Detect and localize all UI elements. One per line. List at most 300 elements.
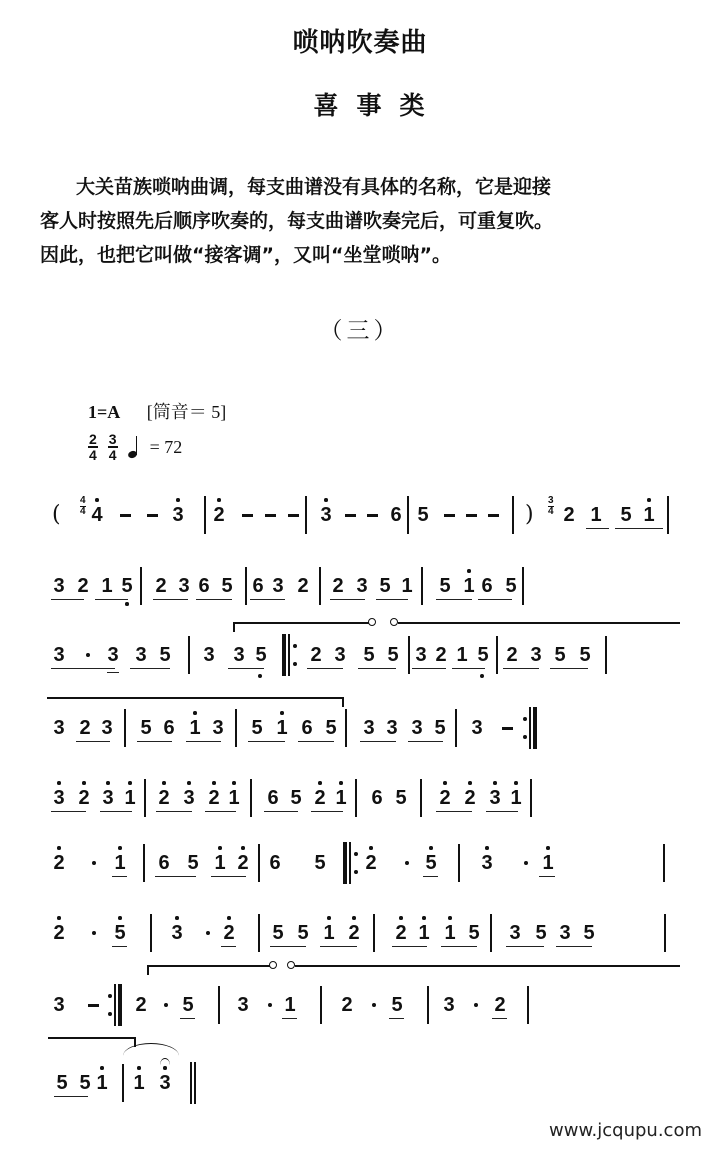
note: 5 <box>434 717 446 739</box>
augmentation-dot <box>524 861 528 865</box>
note: 3 <box>415 644 427 666</box>
note: 3 <box>443 994 455 1016</box>
note: 3 <box>53 994 65 1016</box>
extension-dash <box>265 514 276 517</box>
underline-beam <box>95 599 128 600</box>
note: 6 <box>301 717 313 739</box>
barline <box>355 779 357 817</box>
barline <box>140 567 142 605</box>
note: 3 <box>356 575 368 597</box>
note: 2 <box>310 644 322 666</box>
note: 2 <box>135 994 147 1016</box>
underline-beam <box>452 668 485 669</box>
note: 5 <box>391 994 403 1016</box>
augmentation-dot <box>206 931 210 935</box>
high-octave-dot <box>327 916 331 920</box>
tempo-value: = 72 <box>149 436 183 457</box>
key-signature-line <box>88 398 226 424</box>
note: 2 <box>79 717 91 739</box>
barline <box>512 496 514 534</box>
note: 5 <box>79 1072 91 1094</box>
underline-beam <box>112 946 127 947</box>
note: 3 <box>52 788 66 808</box>
underline-beam <box>153 599 188 600</box>
note: 5 <box>505 575 517 597</box>
high-octave-dot <box>493 781 497 785</box>
augmentation-dot <box>164 1003 168 1007</box>
note: 3 <box>212 717 224 739</box>
augmentation-dot <box>92 931 96 935</box>
barline <box>345 709 347 747</box>
extension-dash <box>288 514 299 517</box>
note: 1 <box>322 923 336 943</box>
note: 2 <box>494 994 506 1016</box>
underline-beam <box>264 811 298 812</box>
underline-beam <box>389 1018 404 1019</box>
barline <box>420 779 422 817</box>
note: 3 <box>559 922 571 944</box>
note: 3 <box>170 923 184 943</box>
note: 1 <box>642 505 656 525</box>
score-row-8 <box>0 980 720 1030</box>
note: 1 <box>456 644 468 666</box>
high-octave-dot <box>118 916 122 920</box>
barline <box>530 779 532 817</box>
note: 2 <box>463 788 477 808</box>
high-octave-dot <box>227 916 231 920</box>
underline-beam <box>408 741 443 742</box>
underline-beam <box>298 741 334 742</box>
note: 5 <box>620 504 632 526</box>
barline <box>496 636 498 674</box>
tube-pitch: [筒音＝ 5] <box>146 402 227 422</box>
note: 5 <box>297 922 309 944</box>
low-octave-dot <box>125 602 129 606</box>
extension-dash <box>488 514 499 517</box>
note: 1 <box>227 788 241 808</box>
underline-beam <box>492 1018 507 1019</box>
high-octave-dot <box>546 846 550 850</box>
high-octave-dot <box>429 846 433 850</box>
underline-beam <box>376 599 408 600</box>
barline <box>373 914 375 952</box>
underline-beam <box>248 741 285 742</box>
high-octave-dot <box>100 1066 104 1070</box>
note: 6 <box>371 787 383 809</box>
high-octave-dot <box>212 781 216 785</box>
note: 5 <box>56 1072 68 1094</box>
note: 3 <box>363 717 375 739</box>
underline-beam <box>392 946 427 947</box>
augmentation-dot <box>474 1003 478 1007</box>
barline <box>522 567 524 605</box>
barline <box>305 496 307 534</box>
note: 5 <box>363 644 375 666</box>
note: 2 <box>222 923 236 943</box>
note: 5 <box>120 576 134 596</box>
barline <box>122 1064 124 1102</box>
note: 1 <box>123 788 137 808</box>
barline <box>490 914 492 952</box>
augmentation-dot <box>405 861 409 865</box>
note: 5 <box>221 575 233 597</box>
note: 2 <box>438 788 452 808</box>
underline-beam <box>556 946 592 947</box>
high-octave-dot <box>57 916 61 920</box>
barline <box>408 636 410 674</box>
note: 3 <box>53 575 65 597</box>
note: 6 <box>390 504 402 526</box>
note: 1 <box>188 718 202 738</box>
note: 2 <box>313 788 327 808</box>
note: 2 <box>332 575 344 597</box>
underline-beam <box>155 876 196 877</box>
note: 3 <box>530 644 542 666</box>
high-octave-dot <box>467 569 471 573</box>
underline-beam <box>51 668 115 669</box>
high-octave-dot <box>318 781 322 785</box>
note: 2 <box>236 853 250 873</box>
underline-beam <box>423 876 438 877</box>
note: 3 <box>182 788 196 808</box>
extension-dash <box>147 514 158 517</box>
barline <box>235 709 237 747</box>
open-paren: ( <box>52 502 61 527</box>
note: 1 <box>590 504 602 526</box>
note: 5 <box>583 922 595 944</box>
barline <box>320 986 322 1024</box>
underline-beam <box>221 946 236 947</box>
extension-dash <box>242 514 253 517</box>
barline <box>427 986 429 1024</box>
note: 5 <box>379 575 391 597</box>
underline-beam <box>586 528 609 529</box>
note: 5 <box>417 504 429 526</box>
barline <box>150 914 152 952</box>
barline <box>458 844 460 882</box>
underline-beam <box>130 668 170 669</box>
ending-bracket-hook <box>147 965 149 975</box>
note: 1 <box>443 923 457 943</box>
barline <box>605 636 607 674</box>
underline-beam <box>100 811 132 812</box>
augmentation-dot <box>372 1003 376 1007</box>
note: 3 <box>334 644 346 666</box>
note: 3 <box>178 575 190 597</box>
high-octave-dot <box>137 1066 141 1070</box>
ending-circle-marker <box>368 618 376 626</box>
underline-beam <box>539 876 555 877</box>
note: 5 <box>290 787 302 809</box>
underline-beam <box>358 668 396 669</box>
ending-circle-marker <box>390 618 398 626</box>
note: 3 <box>53 644 65 666</box>
note: 5 <box>468 922 480 944</box>
underline-beam <box>270 946 306 947</box>
ending-bracket-line <box>147 965 270 967</box>
barline <box>319 567 321 605</box>
barline <box>667 496 669 534</box>
high-octave-dot <box>422 916 426 920</box>
note: 5 <box>325 717 337 739</box>
note: 6 <box>481 575 493 597</box>
description-paragraph <box>40 170 680 272</box>
note: 2 <box>77 788 91 808</box>
high-octave-dot <box>443 781 447 785</box>
close-paren: ) <box>525 502 534 527</box>
score-row-6 <box>0 838 720 888</box>
watermark: www.jcqupu.com <box>549 1120 702 1141</box>
ending-bracket-line <box>233 622 369 624</box>
augmentation-dot <box>92 861 96 865</box>
note: 5 <box>424 853 438 873</box>
ending-circle-marker <box>269 961 277 969</box>
high-octave-dot <box>163 1066 167 1070</box>
note: 3 <box>471 717 483 739</box>
high-octave-dot <box>175 916 179 920</box>
barline <box>250 779 252 817</box>
extension-dash <box>345 514 356 517</box>
note: 1 <box>284 994 296 1016</box>
section-number: （三） <box>319 318 401 344</box>
note: 1 <box>462 576 476 596</box>
meter-tempo-line <box>88 432 182 462</box>
note: 4 <box>90 505 104 525</box>
barline <box>407 496 409 534</box>
high-octave-dot <box>187 781 191 785</box>
ending-bracket-line <box>47 697 344 699</box>
underline-beam <box>506 946 544 947</box>
note: 3 <box>101 788 115 808</box>
low-octave-dot <box>480 674 484 678</box>
underline-beam <box>76 741 110 742</box>
note: 5 <box>113 923 127 943</box>
note: 6 <box>163 717 175 739</box>
note: 5 <box>182 994 194 1016</box>
extension-dash <box>502 727 513 730</box>
note: 3 <box>135 644 147 666</box>
time-signature-3-4: $\frac{3}{4}$ <box>108 431 117 463</box>
note: 2 <box>207 788 221 808</box>
underline-beam <box>196 599 232 600</box>
high-octave-dot <box>352 916 356 920</box>
note: 3 <box>386 717 398 739</box>
note: 2 <box>297 575 309 597</box>
low-octave-dot <box>258 674 262 678</box>
underline-beam <box>486 811 518 812</box>
barline <box>188 636 190 674</box>
note: 2 <box>435 644 447 666</box>
note: 3 <box>509 922 521 944</box>
note: 3 <box>53 717 65 739</box>
barline <box>455 709 457 747</box>
extension-dash <box>88 1004 99 1007</box>
note: 5 <box>535 922 547 944</box>
high-octave-dot <box>57 846 61 850</box>
note: 1 <box>95 1073 109 1093</box>
page-title: 唢呐吹奏曲 <box>292 28 428 58</box>
high-octave-dot <box>193 711 197 715</box>
note: 3 <box>158 1073 172 1093</box>
underline-beam <box>54 1096 88 1097</box>
note: 1 <box>113 853 127 873</box>
fermata-icon <box>160 1058 170 1065</box>
extension-dash <box>444 514 455 517</box>
underline-beam <box>436 599 472 600</box>
time-signature-2-4: $\frac{2}{4}$ <box>89 431 97 463</box>
augmentation-dot <box>268 1003 272 1007</box>
score-row-7 <box>0 908 720 958</box>
note: 3 <box>319 505 333 525</box>
underline-beam <box>51 811 86 812</box>
note: 5 <box>395 787 407 809</box>
score-row-2 <box>0 561 720 611</box>
underline-beam <box>307 668 343 669</box>
underline-beam <box>156 811 192 812</box>
note: 3 <box>272 575 284 597</box>
note: 5 <box>554 644 566 666</box>
note: 3 <box>488 788 502 808</box>
underline-beam <box>180 1018 195 1019</box>
tie-arc <box>123 1043 179 1056</box>
barline <box>124 709 126 747</box>
barline <box>143 844 145 882</box>
high-octave-dot <box>468 781 472 785</box>
score-row-3 <box>0 630 720 680</box>
ending-bracket-hook <box>342 697 344 707</box>
score-row-9 <box>0 1058 720 1108</box>
barline <box>144 779 146 817</box>
description-line: 大关苗族唢呐曲调，每支曲谱没有具体的名称，它是迎接 <box>76 176 552 198</box>
note: 5 <box>439 575 451 597</box>
high-octave-dot <box>82 781 86 785</box>
underline-beam <box>478 599 512 600</box>
high-octave-dot <box>218 846 222 850</box>
note: 3 <box>237 994 249 1016</box>
note: 2 <box>77 575 89 597</box>
underline-beam <box>441 946 477 947</box>
extension-dash <box>120 514 131 517</box>
note: 3 <box>233 644 245 666</box>
time-signature-change: 3 4 <box>548 495 554 517</box>
note: 5 <box>579 644 591 666</box>
key-signature: 1=A <box>88 402 121 422</box>
note: 3 <box>101 717 113 739</box>
high-octave-dot <box>647 498 651 502</box>
barline <box>663 844 665 882</box>
underline-beam <box>311 811 343 812</box>
note: 6 <box>158 852 170 874</box>
note: 5 <box>159 644 171 666</box>
note: 6 <box>198 575 210 597</box>
underline-beam <box>550 668 588 669</box>
underline-beam <box>205 811 236 812</box>
underline-beam <box>137 741 172 742</box>
note: 6 <box>269 852 281 874</box>
note: 5 <box>255 644 267 666</box>
note: 2 <box>212 505 226 525</box>
barline <box>527 986 529 1024</box>
note: 5 <box>140 717 152 739</box>
note: 5 <box>187 852 199 874</box>
description-line: 因此，也把它叫做“接客调”，又叫“坐堂唢呐”。 <box>40 244 451 266</box>
underline-beam <box>211 876 246 877</box>
barline <box>218 986 220 1024</box>
extension-dash <box>466 514 477 517</box>
ending-bracket-line <box>295 965 680 967</box>
high-octave-dot <box>324 498 328 502</box>
note: 1 <box>509 788 523 808</box>
note: 5 <box>251 717 263 739</box>
ending-bracket-line <box>48 1037 136 1039</box>
underline-beam <box>360 741 396 742</box>
ending-bracket-line <box>398 622 680 624</box>
barline <box>421 567 423 605</box>
high-octave-dot <box>118 846 122 850</box>
underline-beam <box>320 946 357 947</box>
barline <box>258 844 260 882</box>
note: 1 <box>417 923 431 943</box>
high-octave-dot <box>217 498 221 502</box>
page-subtitle: 喜事类 <box>313 91 443 120</box>
underline-beam <box>228 668 264 669</box>
note: 1 <box>401 575 413 597</box>
note: 3 <box>171 505 185 525</box>
barline <box>245 567 247 605</box>
high-octave-dot <box>162 781 166 785</box>
underline-beam <box>186 741 221 742</box>
note: 3 <box>203 644 215 666</box>
underline-beam <box>282 1018 297 1019</box>
note: 1 <box>132 1073 146 1093</box>
note: 2 <box>155 575 167 597</box>
note: 2 <box>52 853 66 873</box>
note: 2 <box>394 923 408 943</box>
note: 2 <box>563 504 575 526</box>
score-row-4 <box>0 703 720 753</box>
high-octave-dot <box>514 781 518 785</box>
quarter-note-icon <box>128 436 140 458</box>
note: 1 <box>275 718 289 738</box>
underline-beam <box>503 668 539 669</box>
barline <box>204 496 206 534</box>
note: 3 <box>411 717 423 739</box>
note: 2 <box>506 644 518 666</box>
description-line: 客人时按照先后顺序吹奏的，每支曲谱吹奏完后，可重复吹。 <box>40 210 554 232</box>
note: 1 <box>541 853 555 873</box>
extension-dash <box>367 514 378 517</box>
note: 1 <box>213 853 227 873</box>
note: 5 <box>387 644 399 666</box>
note: 2 <box>347 923 361 943</box>
high-octave-dot <box>399 916 403 920</box>
ending-bracket-hook <box>233 622 235 632</box>
underline-beam <box>436 811 472 812</box>
underline-beam <box>51 599 84 600</box>
note: 1 <box>334 788 348 808</box>
underline-beam <box>107 672 119 673</box>
high-octave-dot <box>448 916 452 920</box>
note: 2 <box>52 923 66 943</box>
high-octave-dot <box>57 781 61 785</box>
note: 5 <box>477 644 489 666</box>
note: 6 <box>267 787 279 809</box>
note: 2 <box>157 788 171 808</box>
underline-beam <box>412 668 446 669</box>
barline <box>664 914 666 952</box>
note: 3 <box>107 644 119 666</box>
note: 6 <box>252 575 264 597</box>
